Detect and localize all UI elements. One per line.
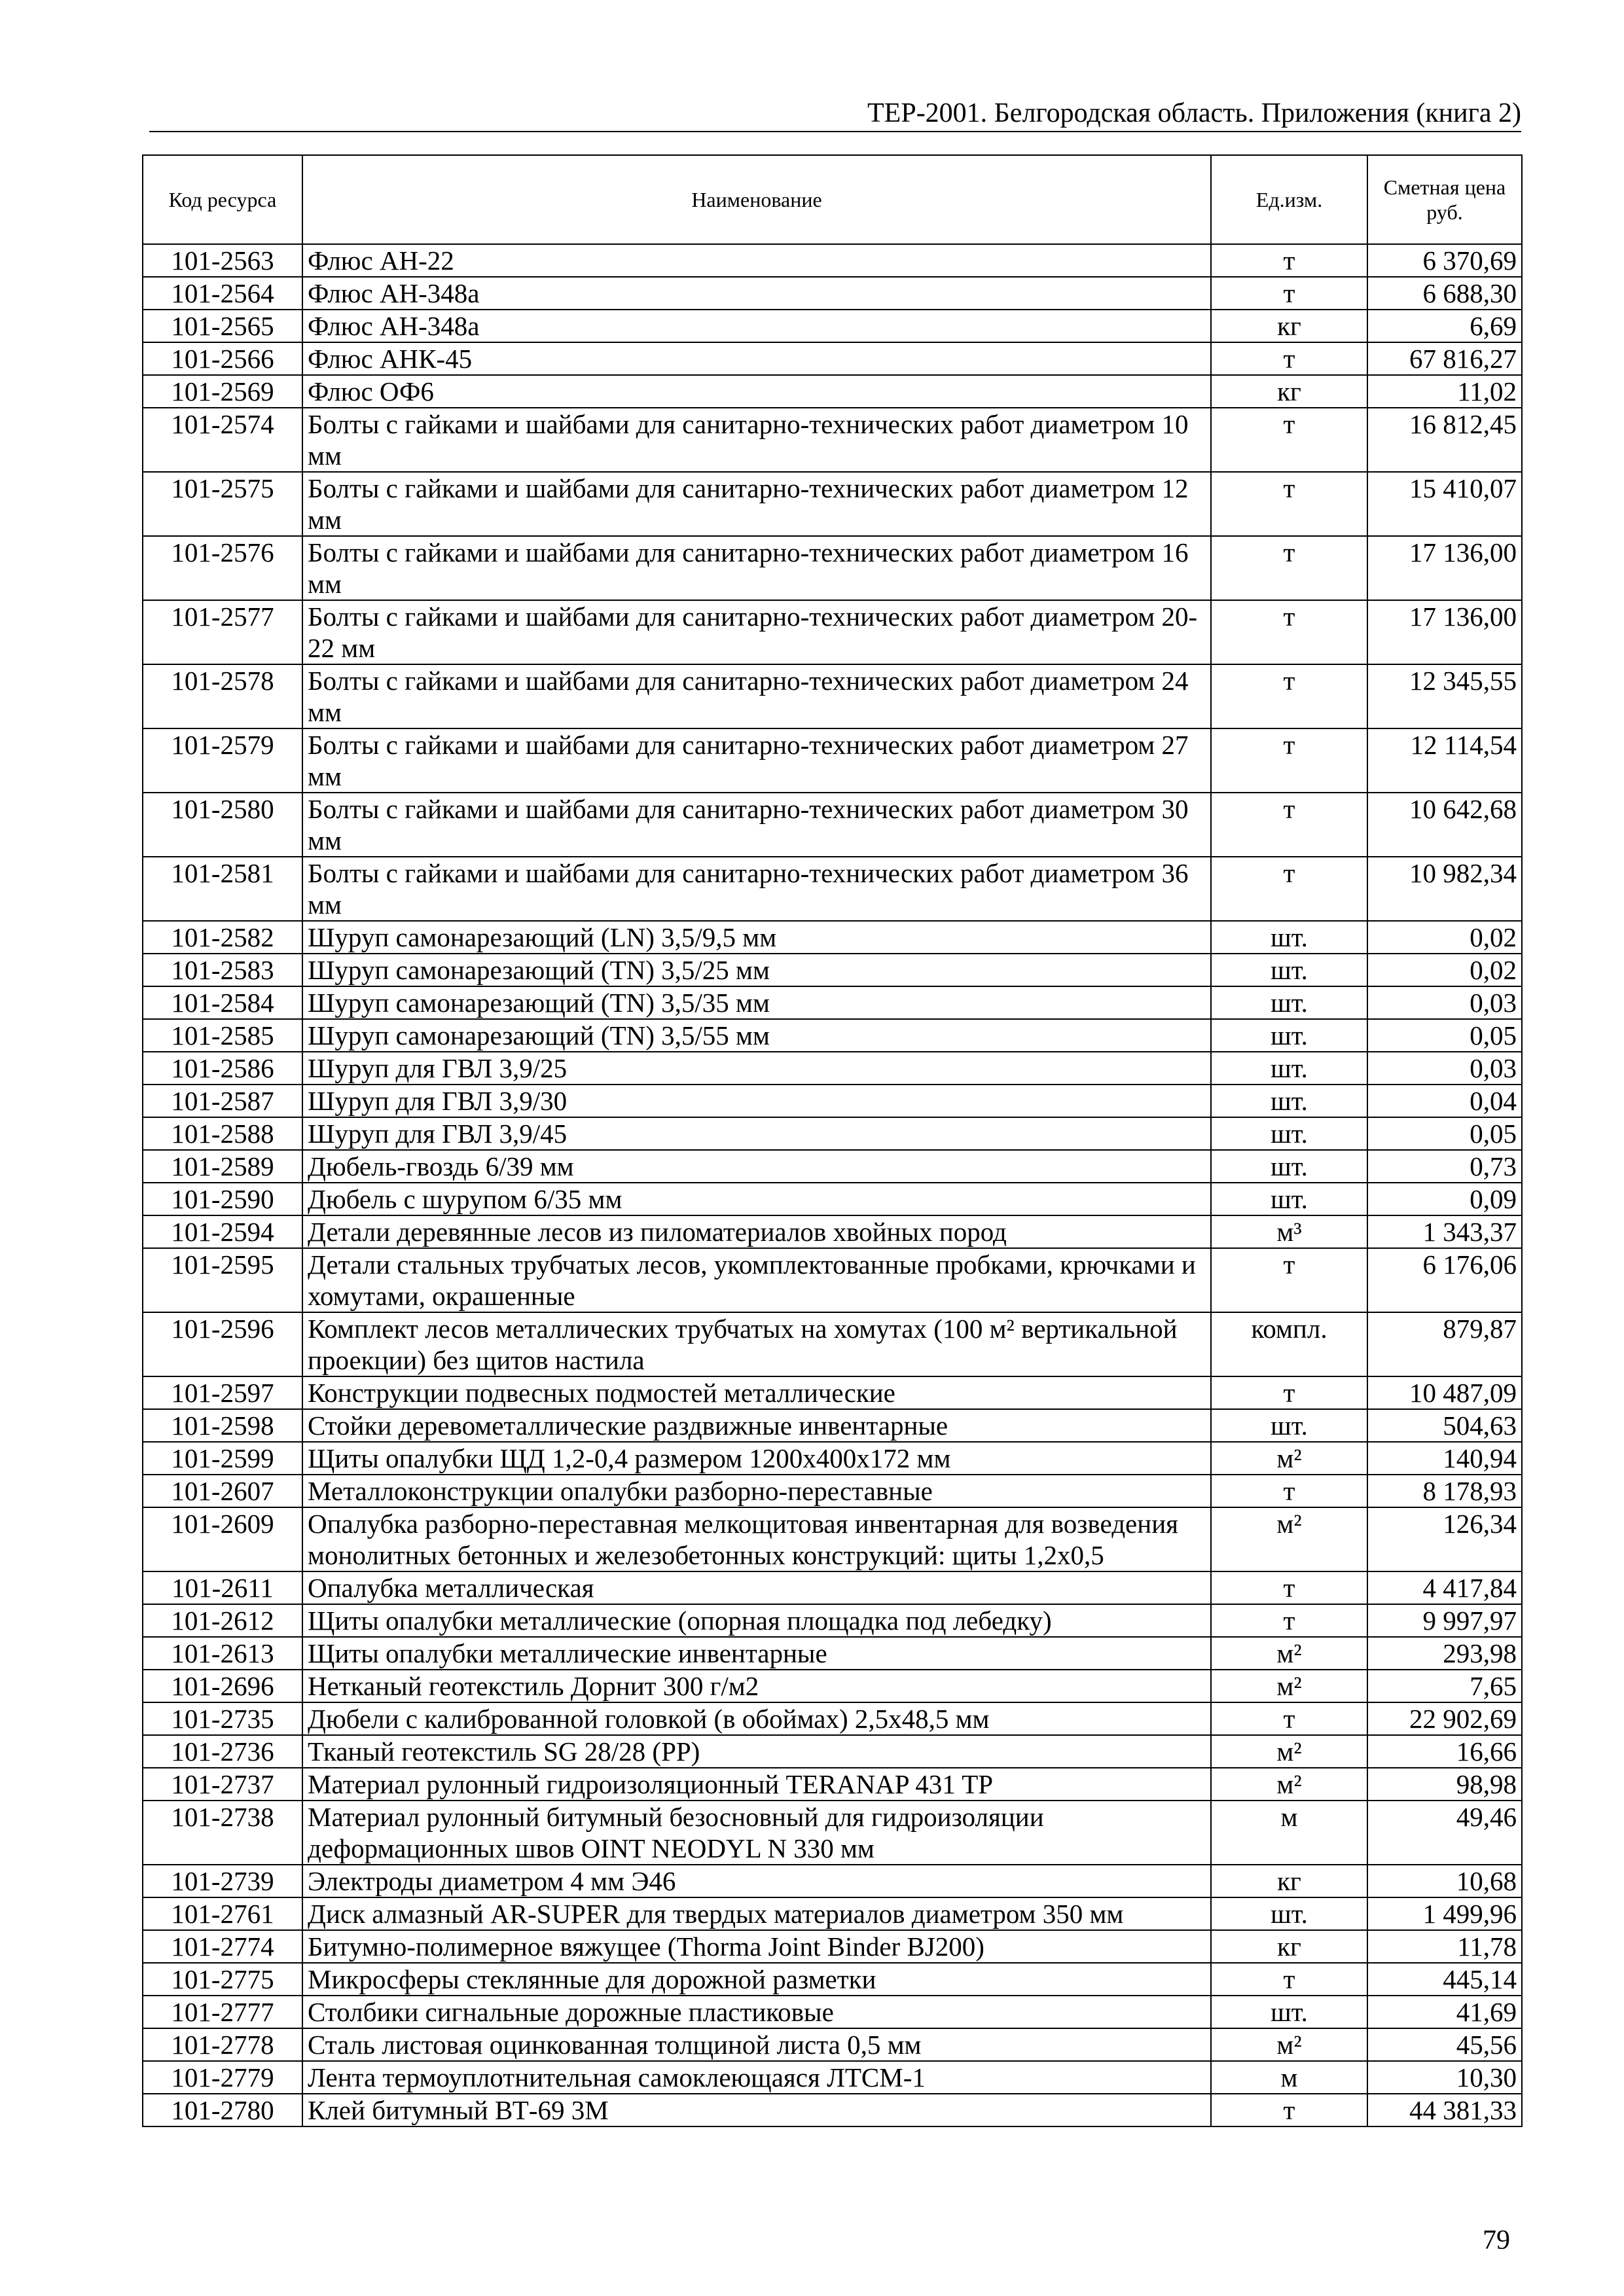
table-row (143, 1571, 1522, 1604)
page-number: 79 (1483, 2225, 1510, 2255)
unit-cell: т (1211, 536, 1367, 600)
price-cell: 126,34 (1367, 1507, 1522, 1571)
table-row (143, 310, 1522, 342)
unit-cell: т (1211, 1702, 1367, 1735)
resource-code-cell: 101-2596 (143, 1312, 302, 1376)
price-cell: 504,63 (1367, 1409, 1522, 1442)
unit-cell: шт. (1211, 921, 1367, 954)
unit-cell: т (1211, 793, 1367, 857)
unit-cell: т (1211, 1571, 1367, 1604)
resource-table (142, 154, 1523, 2127)
price-cell: 0,02 (1367, 921, 1522, 954)
resource-code-cell: 101-2778 (143, 2028, 302, 2061)
unit-cell: т (1211, 1248, 1367, 1312)
unit-cell: кг (1211, 1865, 1367, 1897)
resource-code-cell: 101-2586 (143, 1052, 302, 1085)
table-row (143, 1996, 1522, 2028)
price-cell: 0,09 (1367, 1183, 1522, 1215)
resource-code-cell: 101-2594 (143, 1215, 302, 1248)
table-row (143, 1768, 1522, 1801)
unit-cell: т (1211, 2094, 1367, 2126)
resource-name-cell: Дюбель с шурупом 6/35 мм (302, 1183, 1211, 1215)
resource-code-cell: 101-2566 (143, 342, 302, 375)
unit-cell: кг (1211, 310, 1367, 342)
table-row (143, 2094, 1522, 2126)
resource-code-cell: 101-2582 (143, 921, 302, 954)
resource-code-cell: 101-2575 (143, 472, 302, 536)
resource-name-cell: Шуруп самонарезающий (TN) 3,5/25 мм (302, 954, 1211, 986)
table-row (143, 986, 1522, 1019)
resource-name-cell: Материал рулонный гидроизоляционный TERANAP 431 TP (302, 1768, 1211, 1801)
price-cell: 10,30 (1367, 2061, 1522, 2094)
table-row (143, 244, 1522, 277)
price-cell: 0,03 (1367, 1052, 1522, 1085)
unit-cell: шт. (1211, 1117, 1367, 1150)
table-row (143, 408, 1522, 472)
unit-cell: шт. (1211, 1183, 1367, 1215)
table-row (143, 1930, 1522, 1963)
resource-code-cell: 101-2739 (143, 1865, 302, 1897)
table-row (143, 1507, 1522, 1571)
price-cell: 0,02 (1367, 954, 1522, 986)
resource-code-cell: 101-2588 (143, 1117, 302, 1150)
unit-cell: шт. (1211, 1996, 1367, 2028)
table-row (143, 1150, 1522, 1183)
price-cell: 98,98 (1367, 1768, 1522, 1801)
resource-name-cell: Флюс АН-348а (302, 310, 1211, 342)
table-row (143, 2028, 1522, 2061)
price-cell: 45,56 (1367, 2028, 1522, 2061)
unit-cell: т (1211, 408, 1367, 472)
unit-cell: т (1211, 1475, 1367, 1507)
price-cell: 16 812,45 (1367, 408, 1522, 472)
resource-code-cell: 101-2609 (143, 1507, 302, 1571)
table-row (143, 277, 1522, 310)
resource-code-cell: 101-2585 (143, 1019, 302, 1052)
table-row (143, 728, 1522, 793)
unit-cell: т (1211, 728, 1367, 793)
resource-code-cell: 101-2584 (143, 986, 302, 1019)
price-cell: 0,73 (1367, 1150, 1522, 1183)
price-cell: 12 345,55 (1367, 664, 1522, 728)
unit-cell: т (1211, 472, 1367, 536)
table-row (143, 1409, 1522, 1442)
price-cell: 1 343,37 (1367, 1215, 1522, 1248)
table-row (143, 793, 1522, 857)
resource-name-cell: Болты с гайками и шайбами для санитарно-технических работ диаметром 20-22 мм (302, 600, 1211, 664)
resource-code-cell: 101-2738 (143, 1801, 302, 1865)
price-cell: 8 178,93 (1367, 1475, 1522, 1507)
table-row (143, 857, 1522, 921)
price-cell: 445,14 (1367, 1963, 1522, 1996)
table-row (143, 1052, 1522, 1085)
resource-code-cell: 101-2583 (143, 954, 302, 986)
price-cell: 10 487,09 (1367, 1376, 1522, 1409)
table-row (143, 472, 1522, 536)
price-cell: 293,98 (1367, 1637, 1522, 1670)
unit-cell: м³ (1211, 1215, 1367, 1248)
resource-name-cell: Тканый геотекстиль SG 28/28 (PP) (302, 1735, 1211, 1768)
unit-cell: шт. (1211, 1409, 1367, 1442)
unit-cell: м² (1211, 1442, 1367, 1475)
price-cell: 10,68 (1367, 1865, 1522, 1897)
price-cell: 6 370,69 (1367, 244, 1522, 277)
resource-name-cell: Болты с гайками и шайбами для санитарно-технических работ диаметром 36 мм (302, 857, 1211, 921)
resource-code-cell: 101-2780 (143, 2094, 302, 2126)
resource-name-cell: Дюбель-гвоздь 6/39 мм (302, 1150, 1211, 1183)
resource-code-cell: 101-2578 (143, 664, 302, 728)
unit-cell: кг (1211, 375, 1367, 408)
unit-cell: м² (1211, 2028, 1367, 2061)
resource-code-cell: 101-2577 (143, 600, 302, 664)
resource-name-cell: Микросферы стеклянные для дорожной разметки (302, 1963, 1211, 1996)
resource-name-cell: Опалубка разборно-переставная мелкощитовая инвентарная для возведения монолитных бетонных и железобетонных конструкций: щиты 1,2х0,5 (302, 1507, 1211, 1571)
table-row (143, 1735, 1522, 1768)
resource-code-cell: 101-2599 (143, 1442, 302, 1475)
resource-name-cell: Детали стальных трубчатых лесов, укомплектованные пробками, крючками и хомутами, окрашенные (302, 1248, 1211, 1312)
table-row (143, 1670, 1522, 1702)
unit-cell: т (1211, 857, 1367, 921)
resource-code-cell: 101-2574 (143, 408, 302, 472)
table-row (143, 1019, 1522, 1052)
table-row (143, 342, 1522, 375)
unit-cell: т (1211, 1963, 1367, 1996)
resource-code-cell: 101-2589 (143, 1150, 302, 1183)
price-cell: 6 688,30 (1367, 277, 1522, 310)
header-rule (149, 131, 1521, 132)
price-cell: 6 176,06 (1367, 1248, 1522, 1312)
price-cell: 22 902,69 (1367, 1702, 1522, 1735)
unit-cell: т (1211, 277, 1367, 310)
unit-cell: м² (1211, 1507, 1367, 1571)
resource-code-cell: 101-2736 (143, 1735, 302, 1768)
unit-cell: м² (1211, 1637, 1367, 1670)
price-cell: 140,94 (1367, 1442, 1522, 1475)
price-cell: 17 136,00 (1367, 536, 1522, 600)
table-row (143, 375, 1522, 408)
resource-name-cell: Комплект лесов металлических трубчатых на хомутах (100 м² вертикальной проекции) без щитов настила (302, 1312, 1211, 1376)
resource-code-cell: 101-2563 (143, 244, 302, 277)
resource-code-cell: 101-2775 (143, 1963, 302, 1996)
table-body (143, 244, 1522, 2126)
resource-code-cell: 101-2587 (143, 1085, 302, 1117)
price-cell: 10 642,68 (1367, 793, 1522, 857)
unit-cell: шт. (1211, 1019, 1367, 1052)
resource-code-cell: 101-2774 (143, 1930, 302, 1963)
table-row (143, 1801, 1522, 1865)
unit-cell: т (1211, 244, 1367, 277)
unit-cell: м² (1211, 1670, 1367, 1702)
table-row (143, 1248, 1522, 1312)
price-cell: 0,05 (1367, 1019, 1522, 1052)
column-header-price: Сметная цена руб. (1367, 155, 1522, 244)
resource-name-cell: Шуруп для ГВЛ 3,9/25 (302, 1052, 1211, 1085)
price-cell: 49,46 (1367, 1801, 1522, 1865)
unit-cell: т (1211, 600, 1367, 664)
price-cell: 4 417,84 (1367, 1571, 1522, 1604)
table-row (143, 1963, 1522, 1996)
resource-code-cell: 101-2607 (143, 1475, 302, 1507)
price-cell: 879,87 (1367, 1312, 1522, 1376)
resource-code-cell: 101-2611 (143, 1571, 302, 1604)
resource-name-cell: Материал рулонный битумный безосновный для гидроизоляции деформационных швов OINT NEODYL N 330 мм (302, 1801, 1211, 1865)
price-cell: 67 816,27 (1367, 342, 1522, 375)
price-cell: 15 410,07 (1367, 472, 1522, 536)
unit-cell: шт. (1211, 1052, 1367, 1085)
resource-name-cell: Щиты опалубки ЩД 1,2-0,4 размером 1200х400х172 мм (302, 1442, 1211, 1475)
price-cell: 7,65 (1367, 1670, 1522, 1702)
resource-name-cell: Флюс АНК-45 (302, 342, 1211, 375)
column-header-unit: Ед.изм. (1211, 155, 1367, 244)
unit-cell: шт. (1211, 1085, 1367, 1117)
price-cell: 41,69 (1367, 1996, 1522, 2028)
running-header: ТЕР-2001. Белгородская область. Приложения (книга 2) (867, 98, 1521, 128)
unit-cell: шт. (1211, 1897, 1367, 1930)
unit-cell: кг (1211, 1930, 1367, 1963)
table-row (143, 536, 1522, 600)
column-header-name: Наименование (302, 155, 1211, 244)
price-cell: 12 114,54 (1367, 728, 1522, 793)
unit-cell: т (1211, 1376, 1367, 1409)
resource-name-cell: Детали деревянные лесов из пиломатериалов хвойных пород (302, 1215, 1211, 1248)
resource-name-cell: Клей битумный ВТ-69 3М (302, 2094, 1211, 2126)
resource-name-cell: Шуруп для ГВЛ 3,9/30 (302, 1085, 1211, 1117)
table-row (143, 1312, 1522, 1376)
resource-code-cell: 101-2779 (143, 2061, 302, 2094)
unit-cell: м² (1211, 1768, 1367, 1801)
resource-name-cell: Флюс ОФ6 (302, 375, 1211, 408)
column-header-code: Код ресурса (143, 155, 302, 244)
price-cell: 6,69 (1367, 310, 1522, 342)
table-header-row (143, 155, 1522, 244)
resource-name-cell: Металлоконструкции опалубки разборно-переставные (302, 1475, 1211, 1507)
table-row (143, 1215, 1522, 1248)
resource-code-cell: 101-2564 (143, 277, 302, 310)
resource-code-cell: 101-2565 (143, 310, 302, 342)
resource-code-cell: 101-2696 (143, 1670, 302, 1702)
table-row (143, 1442, 1522, 1475)
resource-name-cell: Болты с гайками и шайбами для санитарно-технических работ диаметром 27 мм (302, 728, 1211, 793)
table-row (143, 1637, 1522, 1670)
table-row (143, 1376, 1522, 1409)
unit-cell: м² (1211, 1735, 1367, 1768)
resource-name-cell: Флюс АН-348а (302, 277, 1211, 310)
resource-name-cell: Шуруп для ГВЛ 3,9/45 (302, 1117, 1211, 1150)
resource-code-cell: 101-2579 (143, 728, 302, 793)
unit-cell: шт. (1211, 986, 1367, 1019)
resource-code-cell: 101-2590 (143, 1183, 302, 1215)
unit-cell: шт. (1211, 1150, 1367, 1183)
resource-code-cell: 101-2597 (143, 1376, 302, 1409)
resource-name-cell: Битумно-полимерное вяжущее (Thorma Joint Binder BJ200) (302, 1930, 1211, 1963)
resource-name-cell: Болты с гайками и шайбами для санитарно-технических работ диаметром 10 мм (302, 408, 1211, 472)
price-cell: 16,66 (1367, 1735, 1522, 1768)
resource-code-cell: 101-2598 (143, 1409, 302, 1442)
unit-cell: компл. (1211, 1312, 1367, 1376)
table-row (143, 1117, 1522, 1150)
table-row (143, 1897, 1522, 1930)
resource-name-cell: Болты с гайками и шайбами для санитарно-технических работ диаметром 30 мм (302, 793, 1211, 857)
resource-code-cell: 101-2595 (143, 1248, 302, 1312)
table-row (143, 921, 1522, 954)
price-cell: 0,04 (1367, 1085, 1522, 1117)
resource-code-cell: 101-2613 (143, 1637, 302, 1670)
table-row (143, 1085, 1522, 1117)
resource-name-cell: Электроды диаметром 4 мм Э46 (302, 1865, 1211, 1897)
resource-name-cell: Стойки деревометаллические раздвижные инвентарные (302, 1409, 1211, 1442)
resource-code-cell: 101-2737 (143, 1768, 302, 1801)
resource-name-cell: Щиты опалубки металлические инвентарные (302, 1637, 1211, 1670)
resource-code-cell: 101-2576 (143, 536, 302, 600)
price-cell: 44 381,33 (1367, 2094, 1522, 2126)
unit-cell: т (1211, 1604, 1367, 1637)
price-cell: 11,78 (1367, 1930, 1522, 1963)
resource-code-cell: 101-2761 (143, 1897, 302, 1930)
table-row (143, 1865, 1522, 1897)
resource-name-cell: Шуруп самонарезающий (TN) 3,5/35 мм (302, 986, 1211, 1019)
resource-name-cell: Болты с гайками и шайбами для санитарно-технических работ диаметром 12 мм (302, 472, 1211, 536)
unit-cell: т (1211, 664, 1367, 728)
resource-name-cell: Шуруп самонарезающий (TN) 3,5/55 мм (302, 1019, 1211, 1052)
price-cell: 9 997,97 (1367, 1604, 1522, 1637)
resource-code-cell: 101-2612 (143, 1604, 302, 1637)
unit-cell: шт. (1211, 954, 1367, 986)
price-cell: 10 982,34 (1367, 857, 1522, 921)
resource-name-cell: Дюбели с калиброванной головкой (в обоймах) 2,5х48,5 мм (302, 1702, 1211, 1735)
resource-name-cell: Нетканый геотекстиль Дорнит 300 г/м2 (302, 1670, 1211, 1702)
price-cell: 11,02 (1367, 375, 1522, 408)
resource-name-cell: Опалубка металлическая (302, 1571, 1211, 1604)
table-row (143, 2061, 1522, 2094)
unit-cell: м (1211, 2061, 1367, 2094)
resource-name-cell: Болты с гайками и шайбами для санитарно-технических работ диаметром 16 мм (302, 536, 1211, 600)
table-row (143, 1475, 1522, 1507)
unit-cell: т (1211, 342, 1367, 375)
price-cell: 1 499,96 (1367, 1897, 1522, 1930)
table-row (143, 664, 1522, 728)
resource-name-cell: Шуруп самонарезающий (LN) 3,5/9,5 мм (302, 921, 1211, 954)
resource-name-cell: Конструкции подвесных подмостей металлические (302, 1376, 1211, 1409)
resource-name-cell: Лента термоуплотнительная самоклеющаяся ЛТСМ-1 (302, 2061, 1211, 2094)
table-row (143, 1702, 1522, 1735)
table-row (143, 600, 1522, 664)
resource-name-cell: Флюс АН-22 (302, 244, 1211, 277)
table-row (143, 954, 1522, 986)
resource-name-cell: Щиты опалубки металлические (опорная площадка под лебедку) (302, 1604, 1211, 1637)
price-cell: 0,03 (1367, 986, 1522, 1019)
resource-code-cell: 101-2735 (143, 1702, 302, 1735)
resource-code-cell: 101-2581 (143, 857, 302, 921)
table-row (143, 1604, 1522, 1637)
resource-code-cell: 101-2569 (143, 375, 302, 408)
price-cell: 17 136,00 (1367, 600, 1522, 664)
price-cell: 0,05 (1367, 1117, 1522, 1150)
table-row (143, 1183, 1522, 1215)
resource-code-cell: 101-2580 (143, 793, 302, 857)
resource-code-cell: 101-2777 (143, 1996, 302, 2028)
resource-name-cell: Диск алмазный AR-SUPER для твердых материалов диаметром 350 мм (302, 1897, 1211, 1930)
resource-name-cell: Болты с гайками и шайбами для санитарно-технических работ диаметром 24 мм (302, 664, 1211, 728)
unit-cell: м (1211, 1801, 1367, 1865)
resource-name-cell: Столбики сигнальные дорожные пластиковые (302, 1996, 1211, 2028)
resource-name-cell: Сталь листовая оцинкованная толщиной листа 0,5 мм (302, 2028, 1211, 2061)
